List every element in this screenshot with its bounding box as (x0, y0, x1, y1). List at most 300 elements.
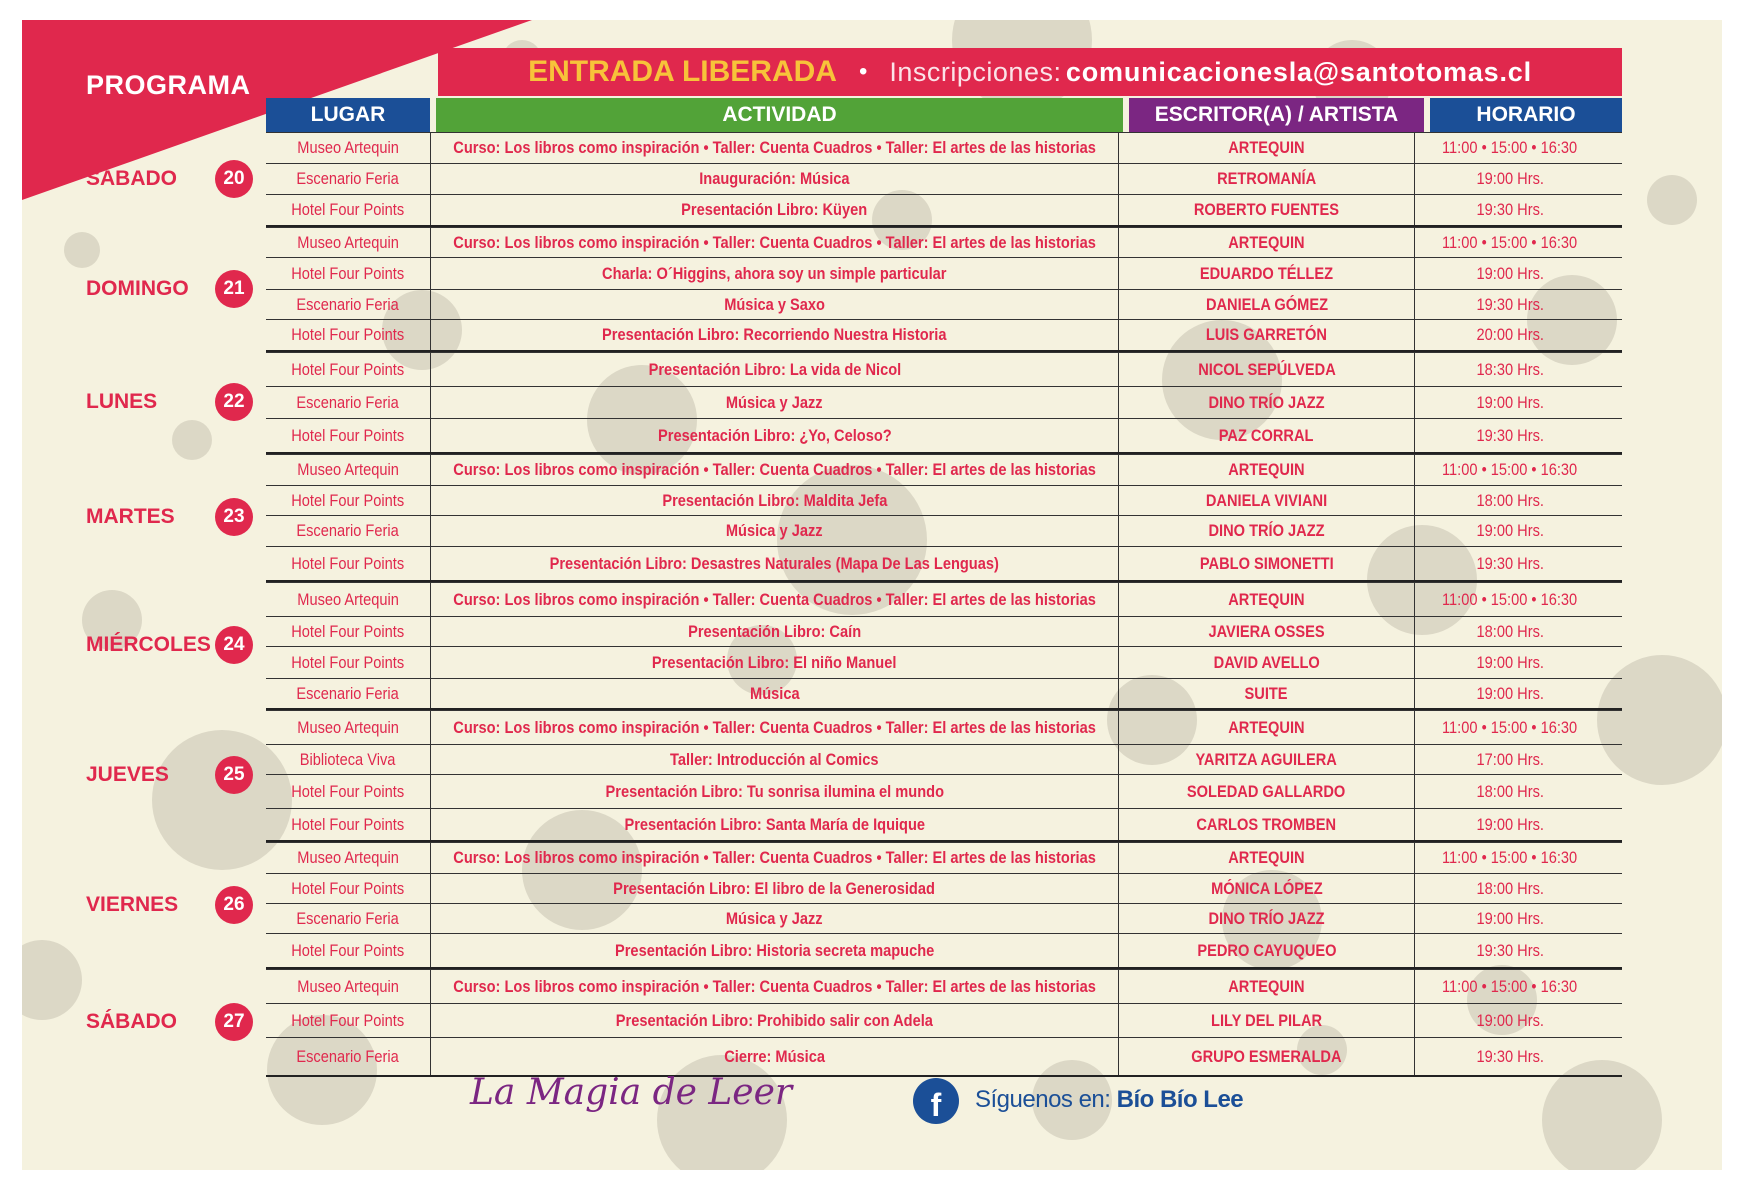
horario-cell-text: 20:00 Hrs. (1476, 325, 1544, 344)
table-row (266, 842, 1622, 873)
actividad-cell (430, 583, 1118, 616)
horario-cell (1414, 809, 1605, 840)
escritor-cell-text: DINO TRÍO JAZZ (1208, 908, 1325, 928)
actividad-cell (430, 647, 1118, 678)
actividad-cell (430, 617, 1118, 646)
escritor-cell (1118, 455, 1414, 485)
lugar-cell (266, 387, 430, 418)
day-name: MARTES (86, 505, 175, 528)
table-row (266, 616, 1622, 646)
horario-cell-text: 19:30 Hrs. (1476, 940, 1544, 960)
table-row (266, 873, 1622, 903)
actividad-cell (430, 164, 1118, 194)
header-actividad: ACTIVIDAD (436, 98, 1123, 132)
lugar-cell (266, 934, 430, 967)
table-row (266, 774, 1622, 808)
escritor-cell-text: ARTEQUIN (1228, 232, 1305, 252)
actividad-cell-text: Presentación Libro: La vida de Nicol (648, 359, 901, 379)
escritor-cell (1118, 258, 1414, 289)
horario-cell (1414, 775, 1605, 808)
actividad-cell (430, 353, 1118, 386)
lugar-cell (266, 1038, 430, 1075)
day-name: MIÉRCOLES (86, 633, 211, 656)
horario-cell (1414, 419, 1605, 452)
schedule-table (86, 132, 1622, 1077)
table-row (266, 132, 1622, 163)
actividad-cell-text: Presentación Libro: El libro de la Generosidad (613, 878, 936, 898)
lugar-cell (266, 547, 430, 580)
lugar-cell-text: Museo Artequin (297, 976, 399, 996)
escritor-cell (1118, 164, 1414, 194)
horario-cell-text: 19:30 Hrs. (1476, 553, 1544, 573)
escritor-cell-text: PAZ CORRAL (1219, 425, 1314, 445)
escritor-cell (1118, 133, 1414, 163)
horario-cell-text: 19:00 Hrs. (1476, 814, 1544, 834)
escritor-cell (1118, 874, 1414, 903)
escritor-cell (1118, 843, 1414, 873)
lugar-cell (266, 320, 430, 350)
lugar-cell (266, 516, 430, 546)
day-number-badge: 22 (215, 383, 253, 421)
lugar-cell-text: Hotel Four Points (291, 490, 405, 510)
escritor-cell-text: ARTEQUIN (1228, 717, 1305, 737)
actividad-cell-text: Música (749, 683, 800, 703)
lugar-cell (266, 133, 430, 163)
actividad-cell-text: Curso: Los libros como inspiración • Taller: Cuenta Cuadros • Taller: El artes de las historias (453, 138, 1096, 157)
horario-cell-text: 19:00 Hrs. (1476, 683, 1544, 703)
actividad-cell (430, 934, 1118, 967)
actividad-cell (430, 809, 1118, 840)
table-row (266, 969, 1622, 1003)
la-magia-de-leer-logo: La Magia de Leer (470, 1072, 793, 1113)
escritor-cell (1118, 809, 1414, 840)
horario-cell (1414, 904, 1605, 933)
day-name: JUEVES (86, 763, 169, 786)
lugar-cell (266, 419, 430, 452)
escritor-cell (1118, 419, 1414, 452)
day-group (86, 842, 1622, 969)
table-row (266, 744, 1622, 774)
day-number-badge: 24 (215, 626, 253, 664)
horario-cell (1414, 647, 1605, 678)
table-row (266, 418, 1622, 452)
escritor-cell (1118, 290, 1414, 319)
table-row (266, 546, 1622, 580)
horario-cell-text: 18:00 Hrs. (1476, 781, 1544, 801)
escritor-cell-text: ARTEQUIN (1228, 589, 1305, 609)
horario-cell (1414, 228, 1605, 257)
horario-cell-text: 11:00 • 15:00 • 16:30 (1442, 460, 1578, 479)
escritor-cell (1118, 486, 1414, 515)
actividad-cell-text: Presentación Libro: Desastres Naturales (Mapa De Las Lenguas) (549, 553, 1000, 573)
horario-cell-text: 19:30 Hrs. (1476, 1046, 1544, 1066)
horario-cell (1414, 320, 1605, 350)
escritor-cell (1118, 353, 1414, 386)
day-name: DOMINGO (86, 276, 189, 300)
horario-cell-text: 19:00 Hrs. (1476, 908, 1544, 928)
lugar-cell-text: Museo Artequin (297, 589, 399, 609)
actividad-cell (430, 1038, 1118, 1075)
horario-cell (1414, 258, 1605, 289)
escritor-cell (1118, 679, 1414, 708)
lugar-cell-text: Escenario Feria (296, 294, 400, 314)
escritor-cell-text: JAVIERA OSSES (1208, 621, 1325, 641)
lugar-cell (266, 874, 430, 903)
actividad-cell-text: Inauguración: Música (699, 169, 850, 188)
escritor-cell-text: PEDRO CAYUQUEO (1196, 940, 1337, 960)
horario-cell (1414, 843, 1605, 873)
table-row (266, 710, 1622, 744)
day-name: SÁBADO (86, 166, 178, 190)
escritor-cell (1118, 516, 1414, 546)
follow-page-name[interactable]: Bío Bío Lee (1116, 1086, 1244, 1113)
escritor-cell (1118, 904, 1414, 933)
escritor-cell-text: DANIELA GÓMEZ (1205, 294, 1328, 314)
lugar-cell-text: Hotel Four Points (291, 652, 405, 672)
facebook-icon[interactable]: f (913, 1078, 959, 1124)
escritor-cell (1118, 320, 1414, 350)
escritor-cell (1118, 228, 1414, 257)
escritor-cell-text: DINO TRÍO JAZZ (1208, 521, 1325, 540)
lugar-cell-text: Hotel Four Points (291, 940, 405, 960)
actividad-cell-text: Presentación Libro: Tu sonrisa ilumina el mundo (605, 781, 944, 801)
lugar-cell (266, 679, 430, 708)
lugar-cell-text: Hotel Four Points (291, 359, 405, 379)
actividad-cell (430, 1004, 1118, 1037)
escritor-cell (1118, 1004, 1414, 1037)
actividad-cell-text: Música y Jazz (726, 521, 823, 540)
actividad-cell-text: Curso: Los libros como inspiración • Taller: Cuenta Cuadros • Taller: El artes de las historias (453, 717, 1096, 737)
horario-cell (1414, 1038, 1605, 1075)
day-name: VIERNES (86, 892, 179, 916)
lugar-cell (266, 843, 430, 873)
horario-cell-text: 18:00 Hrs. (1476, 621, 1544, 641)
program-title: PROGRAMA (86, 70, 251, 100)
horario-cell-text: 18:00 Hrs. (1476, 490, 1544, 510)
horario-cell (1414, 679, 1605, 708)
lugar-cell-text: Escenario Feria (296, 169, 400, 188)
escritor-cell (1118, 1038, 1414, 1075)
horario-cell (1414, 486, 1605, 515)
horario-cell (1414, 745, 1605, 774)
lugar-cell-text: Escenario Feria (296, 1046, 400, 1066)
table-row (266, 454, 1622, 485)
actividad-cell-text: Presentación Libro: El niño Manuel (652, 652, 897, 672)
escritor-cell (1118, 617, 1414, 646)
lugar-cell-text: Biblioteca Viva (300, 749, 396, 769)
lugar-cell (266, 258, 430, 289)
day-group (86, 132, 1622, 227)
lugar-cell-text: Escenario Feria (296, 521, 400, 540)
horario-cell-text: 19:00 Hrs. (1476, 1010, 1544, 1030)
day-group (86, 969, 1622, 1077)
escritor-cell-text: CARLOS TROMBEN (1196, 814, 1337, 834)
escritor-cell (1118, 195, 1414, 225)
table-row (266, 678, 1622, 708)
actividad-cell (430, 745, 1118, 774)
escritor-cell-text: ARTEQUIN (1228, 848, 1305, 867)
actividad-cell (430, 775, 1118, 808)
banner-bullet: • (858, 58, 868, 85)
follow-text (975, 1086, 1243, 1114)
lugar-cell-text: Hotel Four Points (291, 325, 405, 344)
horario-cell-text: 11:00 • 15:00 • 16:30 (1442, 589, 1578, 609)
table-row (266, 646, 1622, 678)
escritor-cell (1118, 547, 1414, 580)
horario-cell (1414, 353, 1605, 386)
actividad-cell (430, 547, 1118, 580)
horario-cell-text: 19:00 Hrs. (1476, 392, 1544, 412)
table-row (266, 289, 1622, 319)
actividad-cell (430, 290, 1118, 319)
entrada-banner (438, 48, 1622, 96)
escritor-cell (1118, 970, 1414, 1003)
escritor-cell-text: ROBERTO FUENTES (1193, 200, 1340, 219)
actividad-cell (430, 874, 1118, 903)
lugar-cell-text: Hotel Four Points (291, 425, 405, 445)
escritor-cell-text: DINO TRÍO JAZZ (1208, 392, 1325, 412)
escritor-cell (1118, 745, 1414, 774)
horario-cell (1414, 290, 1605, 319)
actividad-cell (430, 486, 1118, 515)
day-number-badge: 26 (215, 886, 253, 924)
actividad-cell (430, 516, 1118, 546)
actividad-cell (430, 970, 1118, 1003)
lugar-cell-text: Museo Artequin (297, 848, 399, 867)
horario-cell-text: 11:00 • 15:00 • 16:30 (1442, 976, 1578, 996)
follow-label: Síguenos en: (975, 1086, 1111, 1113)
horario-cell (1414, 583, 1605, 616)
actividad-cell-text: Curso: Los libros como inspiración • Taller: Cuenta Cuadros • Taller: El artes de las historias (453, 848, 1096, 867)
actividad-cell (430, 711, 1118, 744)
actividad-cell-text: Charla: O´Higgins, ahora soy un simple particular (602, 263, 947, 283)
actividad-cell-text: Presentación Libro: Historia secreta mapuche (614, 940, 935, 960)
actividad-cell (430, 904, 1118, 933)
table-row (266, 194, 1622, 225)
day-number-badge: 25 (215, 756, 253, 794)
escritor-cell (1118, 775, 1414, 808)
actividad-cell-text: Presentación Libro: Santa María de Iquique (624, 814, 925, 834)
lugar-cell-text: Museo Artequin (297, 232, 399, 252)
horario-cell-text: 18:30 Hrs. (1476, 359, 1544, 379)
actividad-cell (430, 258, 1118, 289)
day-group (86, 352, 1622, 454)
table-row (266, 1003, 1622, 1037)
table-row (266, 227, 1622, 257)
escritor-cell-text: SOLEDAD GALLARDO (1187, 781, 1346, 801)
escritor-cell (1118, 711, 1414, 744)
horario-cell (1414, 133, 1605, 163)
escritor-cell (1118, 934, 1414, 967)
actividad-cell (430, 195, 1118, 225)
lugar-cell (266, 711, 430, 744)
horario-cell (1414, 1004, 1605, 1037)
banner-contact (889, 57, 1532, 88)
lugar-cell-text: Escenario Feria (296, 392, 400, 412)
horario-cell-text: 17:00 Hrs. (1476, 749, 1544, 769)
lugar-cell (266, 455, 430, 485)
header-horario: HORARIO (1430, 98, 1622, 132)
entrada-liberada-text: ENTRADA LIBERADA (528, 55, 837, 88)
horario-cell (1414, 195, 1605, 225)
lugar-cell (266, 617, 430, 646)
day-group (86, 227, 1622, 352)
escritor-cell-text: GRUPO ESMERALDA (1191, 1046, 1342, 1066)
lugar-cell-text: Hotel Four Points (291, 621, 405, 641)
actividad-cell-text: Curso: Los libros como inspiración • Taller: Cuenta Cuadros • Taller: El artes de las historias (453, 460, 1096, 479)
inscripciones-label: Inscripciones: (889, 56, 1062, 87)
horario-cell (1414, 164, 1605, 194)
escritor-cell-text: NICOL SEPÚLVEDA (1197, 359, 1336, 379)
actividad-cell-text: Curso: Los libros como inspiración • Taller: Cuenta Cuadros • Taller: El artes de las historias (453, 232, 1096, 252)
escritor-cell (1118, 583, 1414, 616)
day-group (86, 454, 1622, 582)
lugar-cell-text: Escenario Feria (296, 908, 400, 928)
lugar-cell (266, 1004, 430, 1037)
escritor-cell-text: EDUARDO TÉLLEZ (1199, 263, 1334, 283)
table-row (266, 163, 1622, 194)
horario-cell-text: 11:00 • 15:00 • 16:30 (1442, 232, 1578, 252)
escritor-cell-text: ARTEQUIN (1228, 976, 1305, 996)
day-group (86, 582, 1622, 710)
lugar-cell (266, 745, 430, 774)
table-row (266, 1037, 1622, 1075)
escritor-cell-text: LILY DEL PILAR (1210, 1010, 1323, 1030)
table-row (266, 319, 1622, 350)
actividad-cell-text: Curso: Los libros como inspiración • Taller: Cuenta Cuadros • Taller: El artes de las historias (453, 976, 1096, 996)
lugar-cell (266, 290, 430, 319)
horario-cell (1414, 874, 1605, 903)
lugar-cell-text: Hotel Four Points (291, 781, 405, 801)
escritor-cell-text: RETROMANÍA (1216, 169, 1317, 188)
lugar-cell (266, 647, 430, 678)
actividad-cell (430, 320, 1118, 350)
horario-cell-text: 19:30 Hrs. (1476, 200, 1544, 219)
table-row (266, 485, 1622, 515)
horario-cell-text: 19:30 Hrs. (1476, 294, 1544, 314)
horario-cell-text: 18:00 Hrs. (1476, 878, 1544, 898)
table-row (266, 515, 1622, 546)
horario-cell-text: 11:00 • 15:00 • 16:30 (1442, 848, 1578, 867)
table-row (266, 903, 1622, 933)
horario-cell (1414, 711, 1605, 744)
escritor-cell-text: DANIELA VIVIANI (1205, 490, 1328, 510)
horario-cell (1414, 387, 1605, 418)
horario-cell-text: 19:00 Hrs. (1476, 521, 1544, 540)
actividad-cell-text: Música y Jazz (726, 908, 823, 928)
lugar-cell-text: Hotel Four Points (291, 1010, 405, 1030)
header-escritor: ESCRITOR(A) / ARTISTA (1129, 98, 1424, 132)
table-row (266, 386, 1622, 418)
horario-cell (1414, 934, 1605, 967)
lugar-cell-text: Hotel Four Points (291, 878, 405, 898)
day-number-badge: 23 (215, 498, 253, 536)
actividad-cell (430, 419, 1118, 452)
escritor-cell-text: MÓNICA LÓPEZ (1210, 878, 1323, 898)
actividad-cell-text: Presentación Libro: ¿Yo, Celoso? (657, 425, 892, 445)
actividad-cell (430, 133, 1118, 163)
actividad-cell-text: Música y Saxo (724, 294, 825, 314)
lugar-cell-text: Hotel Four Points (291, 263, 405, 283)
actividad-cell (430, 455, 1118, 485)
email-link[interactable]: comunicacionesla@santotomas.cl (1065, 56, 1532, 87)
actividad-cell-text: Presentación Libro: Maldita Jefa (661, 490, 888, 510)
lugar-cell (266, 164, 430, 194)
horario-cell-text: 19:00 Hrs. (1476, 263, 1544, 283)
lugar-cell-text: Hotel Four Points (291, 553, 405, 573)
lugar-cell-text: Museo Artequin (297, 138, 399, 157)
escritor-cell (1118, 387, 1414, 418)
escritor-cell-text: DAVID AVELLO (1213, 652, 1320, 672)
day-group (86, 710, 1622, 842)
actividad-cell-text: Cierre: Música (724, 1046, 825, 1066)
lugar-cell (266, 228, 430, 257)
header-lugar: LUGAR (266, 98, 430, 132)
actividad-cell (430, 228, 1118, 257)
actividad-cell (430, 387, 1118, 418)
day-name: SÁBADO (86, 1010, 178, 1033)
day-number-badge: 20 (215, 160, 253, 198)
day-number-badge: 21 (215, 270, 253, 308)
actividad-cell-text: Presentación Libro: Küyen (681, 200, 868, 219)
lugar-cell-text: Escenario Feria (296, 683, 400, 703)
actividad-cell-text: Taller: Introducción al Comics (670, 749, 879, 769)
lugar-cell (266, 970, 430, 1003)
table-row (266, 933, 1622, 967)
table-row (266, 352, 1622, 386)
horario-cell-text: 11:00 • 15:00 • 16:30 (1442, 138, 1578, 157)
actividad-cell (430, 843, 1118, 873)
horario-cell-text: 19:00 Hrs. (1476, 652, 1544, 672)
lugar-cell (266, 904, 430, 933)
escritor-cell-text: ARTEQUIN (1228, 460, 1305, 479)
actividad-cell-text: Presentación Libro: Caín (687, 621, 862, 641)
lugar-cell-text: Museo Artequin (297, 717, 399, 737)
escritor-cell-text: PABLO SIMONETTI (1199, 553, 1334, 573)
lugar-cell-text: Hotel Four Points (291, 200, 405, 219)
lugar-cell (266, 809, 430, 840)
horario-cell-text: 11:00 • 15:00 • 16:30 (1442, 717, 1578, 737)
horario-cell (1414, 516, 1605, 546)
horario-cell (1414, 455, 1605, 485)
horario-cell (1414, 970, 1605, 1003)
horario-cell-text: 19:30 Hrs. (1476, 425, 1544, 445)
actividad-cell-text: Presentación Libro: Prohibido salir con Adela (615, 1010, 934, 1030)
escritor-cell-text: LUIS GARRETÓN (1205, 325, 1328, 344)
horario-cell (1414, 617, 1605, 646)
escritor-cell-text: SUITE (1244, 683, 1289, 703)
table-row (266, 582, 1622, 616)
lugar-cell (266, 583, 430, 616)
table-row (266, 257, 1622, 289)
escritor-cell-text: ARTEQUIN (1228, 138, 1305, 157)
actividad-cell-text: Curso: Los libros como inspiración • Taller: Cuenta Cuadros • Taller: El artes de las historias (453, 589, 1096, 609)
actividad-cell-text: Presentación Libro: Recorriendo Nuestra Historia (602, 325, 947, 344)
lugar-cell-text: Museo Artequin (297, 460, 399, 479)
actividad-cell (430, 679, 1118, 708)
escritor-cell-text: YARITZA AGUILERA (1195, 749, 1338, 769)
horario-cell (1414, 547, 1605, 580)
day-name: LUNES (86, 390, 158, 413)
actividad-cell-text: Música y Jazz (726, 392, 823, 412)
lugar-cell (266, 486, 430, 515)
lugar-cell-text: Hotel Four Points (291, 814, 405, 834)
lugar-cell (266, 353, 430, 386)
escritor-cell (1118, 647, 1414, 678)
lugar-cell (266, 195, 430, 225)
day-number-badge: 27 (215, 1003, 253, 1041)
lugar-cell (266, 775, 430, 808)
